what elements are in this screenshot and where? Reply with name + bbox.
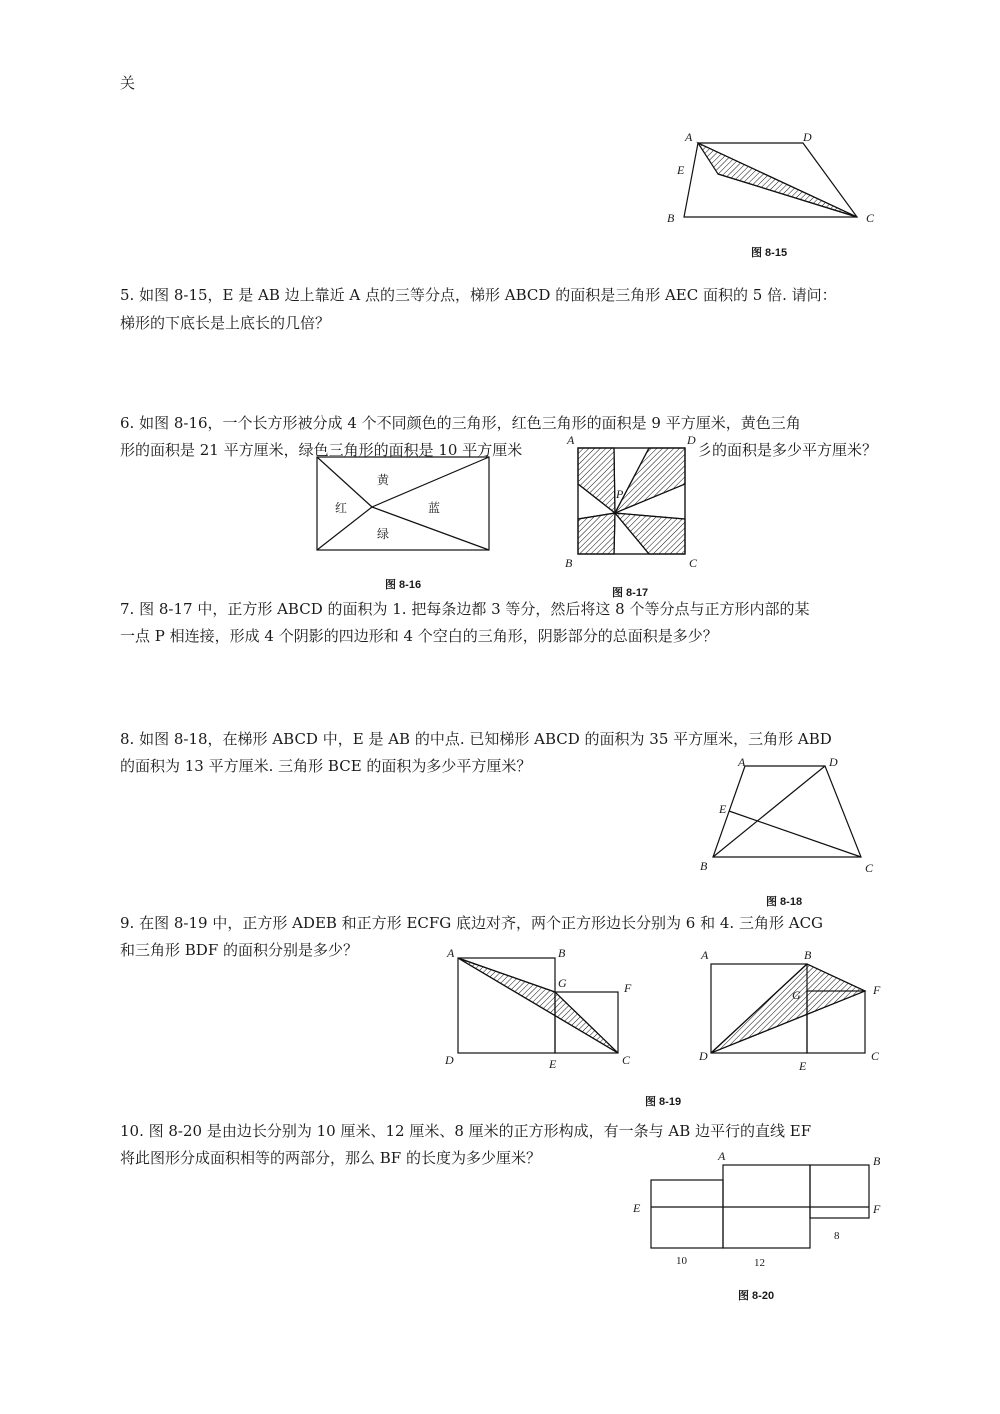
figure-8-19-left-label-d: D bbox=[445, 1053, 454, 1067]
problem-5-line-1: 5. 如图 8-15，E 是 AB 边上靠近 A 点的三等分点，梯形 ABCD 的面积是三角形 AEC 面积的 5 倍. 请问： bbox=[120, 286, 837, 304]
problem-10-line-1: 10. 图 8-20 是由边长分别为 10 厘米、12 厘米、8 厘米的正方形构成，有一条与 AB 边平行的直线 EF bbox=[120, 1122, 812, 1140]
figure-8-16-red: 红 bbox=[335, 501, 348, 515]
figure-8-20-label-e: E bbox=[633, 1201, 641, 1215]
figure-8-19-right-label-c: C bbox=[871, 1049, 880, 1063]
figure-8-19-right-label-f: F bbox=[873, 983, 881, 997]
figure-8-16-yellow: 黄 bbox=[377, 473, 390, 487]
figure-8-20 bbox=[650, 1162, 875, 1252]
figure-8-15 bbox=[660, 130, 890, 240]
figure-8-20-length-12: 12 bbox=[754, 1257, 765, 1269]
figure-8-18-label-b: B bbox=[700, 859, 708, 873]
problem-7-line-1: 7. 图 8-17 中，正方形 ABCD 的面积为 1. 把每条边都 3 等分，然后将这 8 个等分点与正方形内部的某 bbox=[120, 600, 810, 618]
figure-8-18-label-d: D bbox=[829, 755, 838, 769]
figure-8-17-label-a: A bbox=[567, 433, 575, 447]
figure-8-15-caption: 图 8-15 bbox=[751, 247, 788, 259]
page-fragment-text: 关 bbox=[120, 74, 136, 92]
figure-8-17-caption: 图 8-17 bbox=[612, 587, 649, 599]
figure-8-19-caption: 图 8-19 bbox=[645, 1096, 682, 1108]
figure-8-17-label-p: P bbox=[616, 487, 624, 501]
figure-8-19-left bbox=[455, 955, 625, 1055]
figure-8-20-length-10: 10 bbox=[676, 1255, 687, 1267]
figure-8-15-label-e: E bbox=[677, 163, 685, 177]
figure-8-20-caption: 图 8-20 bbox=[738, 1290, 775, 1302]
figure-8-19-left-label-c: C bbox=[622, 1053, 631, 1067]
figure-8-19-right-label-d: D bbox=[699, 1049, 708, 1063]
figure-8-15-label-a: A bbox=[685, 130, 693, 144]
figure-8-19-left-label-f: F bbox=[624, 981, 632, 995]
figure-8-16-caption: 图 8-16 bbox=[385, 579, 422, 591]
figure-8-18-label-a: A bbox=[738, 755, 746, 769]
problem-6-line-1: 6. 如图 8-16，一个长方形被分成 4 个不同颜色的三角形，红色三角形的面积是 9 平方厘米，黄色三角 bbox=[120, 414, 801, 432]
problem-6-line-2b: 彡的面积是多少平方厘米？ bbox=[697, 441, 878, 459]
problem-10-line-2: 将此图形分成面积相等的两部分，那么 BF 的长度为多少厘米？ bbox=[120, 1149, 541, 1167]
problem-7-line-2: 一点 P 相连接，形成 4 个阴影的四边形和 4 个空白的三角形，阴影部分的总面积是多少？ bbox=[120, 627, 718, 645]
figure-8-19-right-label-g: G bbox=[792, 988, 801, 1002]
problem-9-line-1: 9. 在图 8-19 中，正方形 ADEB 和正方形 ECFG 底边对齐，两个正方形边长分别为 6 和 4. 三角形 ACG bbox=[120, 914, 824, 932]
figure-8-16-blue: 蓝 bbox=[428, 501, 441, 515]
figure-8-19-right-label-e: E bbox=[799, 1059, 807, 1073]
figure-8-17-label-c: C bbox=[689, 556, 698, 570]
figure-8-16-green: 绿 bbox=[377, 527, 390, 541]
problem-5-line-2: 梯形的下底长是上底长的几倍？ bbox=[120, 314, 331, 332]
figure-8-15-label-d: D bbox=[803, 130, 812, 144]
figure-8-19-right bbox=[707, 960, 872, 1060]
figure-8-18-caption: 图 8-18 bbox=[766, 896, 803, 908]
figure-8-20-label-a: A bbox=[718, 1149, 726, 1163]
figure-8-19-right-label-b: B bbox=[804, 948, 812, 962]
figure-8-18-label-c: C bbox=[865, 861, 874, 875]
figure-8-19-left-label-a: A bbox=[447, 946, 455, 960]
problem-9-line-2: 和三角形 BDF 的面积分别是多少？ bbox=[120, 941, 358, 959]
figure-8-20-label-f: F bbox=[873, 1202, 881, 1216]
figure-8-20-label-b: B bbox=[873, 1154, 881, 1168]
figure-8-18-label-e: E bbox=[719, 802, 727, 816]
figure-8-15-label-b: B bbox=[667, 211, 675, 225]
figure-8-19-left-label-g: G bbox=[558, 976, 567, 990]
figure-8-19-left-label-e: E bbox=[549, 1057, 557, 1071]
problem-8-line-2: 的面积为 13 平方厘米. 三角形 BCE 的面积为多少平方厘米？ bbox=[120, 757, 532, 775]
figure-8-17-label-d: D bbox=[687, 433, 696, 447]
figure-8-20-length-8: 8 bbox=[834, 1230, 840, 1242]
problem-6-line-2a: 形的面积是 21 平方厘米，绿色三角形的面积是 10 平方厘米 bbox=[120, 441, 523, 459]
figure-8-17 bbox=[575, 445, 690, 557]
figure-8-19-left-label-b: B bbox=[558, 946, 566, 960]
figure-8-17-label-b: B bbox=[565, 556, 573, 570]
problem-8-line-1: 8. 如图 8-18，在梯形 ABCD 中，E 是 AB 的中点. 已知梯形 ABCD 的面积为 35 平方厘米，三角形 ABD bbox=[120, 730, 832, 748]
figure-8-15-label-c: C bbox=[866, 211, 875, 225]
figure-8-19-right-label-a: A bbox=[701, 948, 709, 962]
